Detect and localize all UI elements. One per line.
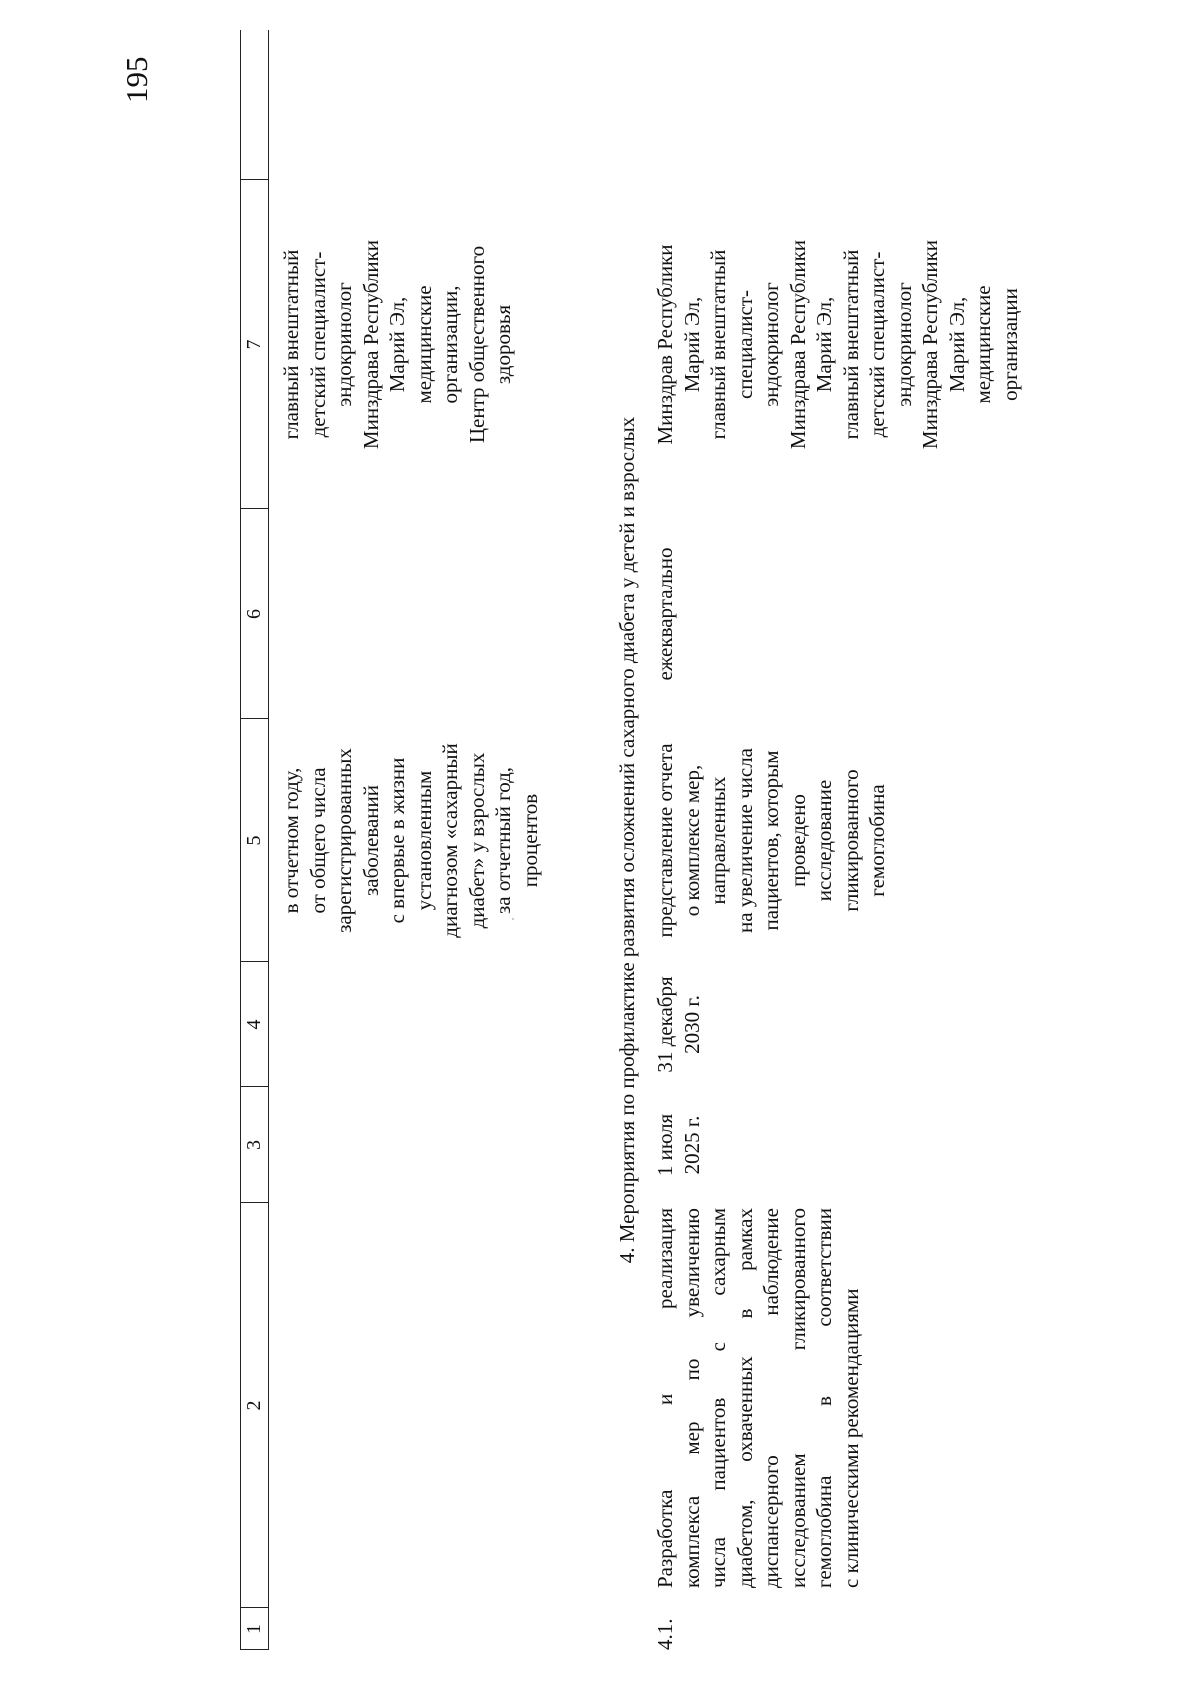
- column-number-7: 7: [243, 339, 265, 350]
- start-date-line: 1 июля: [653, 1113, 677, 1177]
- continued-responsible-cell: [278, 180, 517, 509]
- measure-cell: [652, 1208, 864, 1588]
- measure-line: диспансерного наблюдение: [759, 1208, 783, 1588]
- measure-line: диабетом, охваченных в рамках: [732, 1208, 757, 1588]
- responsible-line: детский специалист-: [865, 251, 889, 438]
- column-number-5: 5: [243, 835, 265, 846]
- responsible-line: Минздрава Республики: [918, 239, 942, 450]
- indicator-line: заболеваний: [358, 785, 383, 896]
- indicator-line: в отчетном году,: [279, 767, 303, 914]
- column-number-4: 4: [243, 1019, 265, 1030]
- responsible-line: Марий Эл,: [944, 296, 969, 393]
- indicator-line: за отчетный год,: [491, 766, 515, 915]
- result-line: о комплексе мер,: [679, 764, 704, 917]
- column-number-header: [240, 30, 268, 1650]
- header-bottom-rule: [268, 30, 269, 1650]
- result-line: исследование: [812, 779, 836, 902]
- column-number-1: 1: [243, 1624, 265, 1634]
- column-number-3: 3: [243, 1140, 265, 1150]
- responsible-line: Минздрав Республики: [653, 244, 677, 445]
- row-number: 4.1.: [653, 1618, 677, 1650]
- responsible-line: Марий Эл,: [385, 296, 409, 393]
- responsible-line: Минздрава Республики: [358, 239, 383, 450]
- result-line: пациентов, которым: [759, 750, 783, 931]
- indicator-line: с впервые в жизни: [385, 757, 409, 924]
- responsible-line: главный внештатный: [838, 249, 863, 440]
- measure-line: Разработка и реализация: [653, 1208, 677, 1588]
- measure-line: комплекса мер по увеличению: [679, 1208, 704, 1588]
- responsible-line: главный внештатный: [279, 249, 303, 440]
- start-date-cell: [652, 1087, 705, 1203]
- responsible-line: организации: [997, 288, 1022, 401]
- page-number: 195: [119, 56, 154, 103]
- responsible-line: организации,: [438, 285, 462, 404]
- indicator-line: диагнозом «сахарный: [438, 743, 462, 938]
- rotated-table-page: [240, 30, 1200, 1650]
- indicator-line: диабет» у взрослых: [464, 752, 489, 929]
- responsible-line: детский специалист-: [305, 251, 330, 438]
- result-line: представление отчета: [653, 743, 677, 938]
- end-date-line: 31 декабря: [653, 976, 677, 1073]
- responsible-line: здоровья: [491, 304, 515, 385]
- frequency-cell: ежеквартально: [653, 547, 677, 681]
- responsible-line: Центр общественного: [464, 245, 489, 444]
- indicator-line: зарегистрированных: [332, 748, 356, 933]
- column-number-2: 2: [243, 1400, 265, 1411]
- responsible-line: Марий Эл,: [812, 296, 836, 393]
- section-title: 4. Мероприятия по профилактике развития осложнений сахарного диабета у детей и взрослых: [615, 416, 639, 1264]
- result-line: проведено: [785, 794, 810, 887]
- result-line: гемоглобина: [865, 784, 889, 897]
- measure-line: гемоглобина в соответствии: [812, 1208, 836, 1588]
- end-date-line: 2030 г.: [679, 995, 704, 1054]
- responsible-line: медицинские: [411, 285, 436, 404]
- responsible-cell: [652, 180, 1023, 509]
- measure-line: исследованием гликированного: [785, 1208, 810, 1588]
- responsible-line: Марий Эл,: [679, 296, 704, 393]
- responsible-line: эндокринолог: [332, 282, 356, 407]
- responsible-line: Минздрава Республики: [785, 239, 810, 450]
- responsible-line: эндокринолог: [891, 282, 916, 407]
- measure-line: числа пациентов с сахарным: [706, 1208, 730, 1588]
- result-line: гликированного: [838, 769, 863, 912]
- result-line: на увеличение числа: [732, 748, 757, 933]
- result-line: направленных: [706, 776, 730, 905]
- result-cell: [652, 719, 891, 962]
- responsible-line: специалист-: [732, 289, 757, 400]
- measure-line: с клиническими рекомендациями: [838, 1288, 863, 1588]
- indicator-line: от общего числа: [305, 767, 330, 914]
- responsible-line: главный внештатный: [706, 249, 730, 440]
- column-number-6: 6: [243, 609, 265, 619]
- responsible-line: эндокринолог: [759, 282, 783, 407]
- indicator-line: установленным: [411, 770, 436, 911]
- continued-indicator-cell: [278, 719, 543, 962]
- end-date-cell: [652, 962, 705, 1087]
- responsible-line: медицинские: [971, 285, 995, 404]
- indicator-line: процентов: [517, 793, 542, 888]
- start-date-line: 2025 г.: [679, 1115, 704, 1175]
- header-top-rule: [240, 30, 241, 1650]
